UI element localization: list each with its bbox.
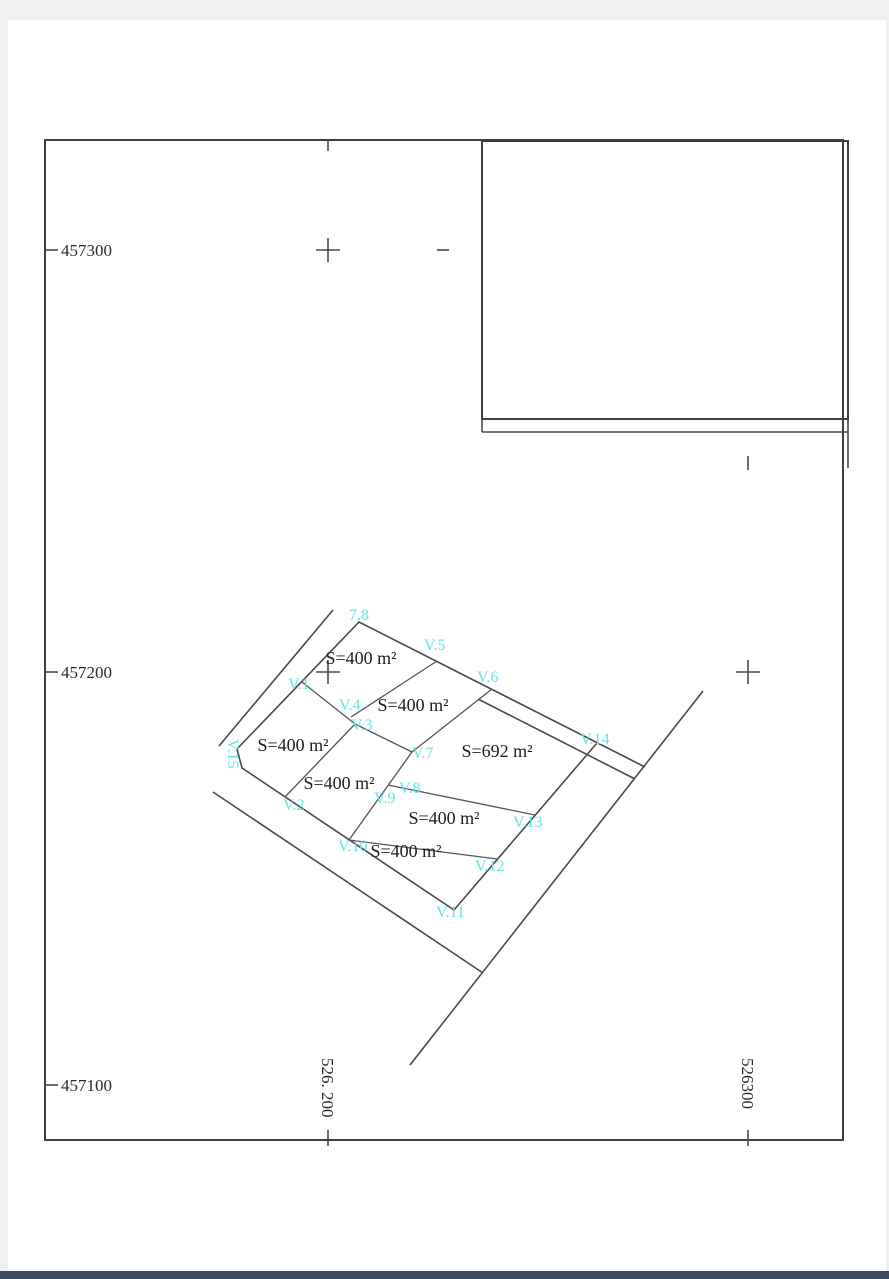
easting-label-526300: 526300 (738, 1058, 757, 1109)
northing-label-457200: 457200 (61, 663, 112, 682)
area-label-parcel-3: S=400 m² (257, 735, 329, 755)
vertex-label-v8: V.8 (399, 780, 421, 797)
northing-label-457300: 457300 (61, 241, 112, 260)
vertex-label-v11: V.11 (436, 904, 465, 921)
vertex-label-v10: V.10 (338, 838, 368, 855)
vertex-label-7-8: 7.8 (349, 607, 369, 624)
footer-bar (0, 1271, 889, 1279)
area-label-parcel-4: S=400 m² (303, 773, 375, 793)
vertex-label-v1: V.1 (288, 676, 310, 693)
vertex-label-v7: V.7 (412, 745, 434, 762)
area-label-parcel-6: S=400 m² (408, 808, 480, 828)
vertex-label-v15-rotated: V.15 (224, 739, 241, 769)
vertex-label-v13: V.13 (513, 814, 543, 831)
vertex-label-v9: V.9 (374, 790, 396, 807)
vertex-label-v12: V.12 (475, 858, 505, 875)
vertex-label-v2: V.2 (283, 797, 305, 814)
vertex-label-v5: V.5 (424, 637, 446, 654)
vertex-label-v4: V.4 (339, 697, 361, 714)
northing-label-457100: 457100 (61, 1076, 112, 1095)
area-label-parcel-7: S=400 m² (370, 841, 442, 861)
area-label-parcel-5: S=692 m² (461, 741, 533, 761)
vertex-label-v6: V.6 (477, 669, 499, 686)
area-label-parcel-1: S=400 m² (325, 648, 397, 668)
vertex-label-v3: V.3 (351, 717, 373, 734)
area-label-parcel-2: S=400 m² (377, 695, 449, 715)
easting-label-526200: 526. 200 (318, 1058, 337, 1118)
vertex-label-v14: V.14 (580, 731, 610, 748)
